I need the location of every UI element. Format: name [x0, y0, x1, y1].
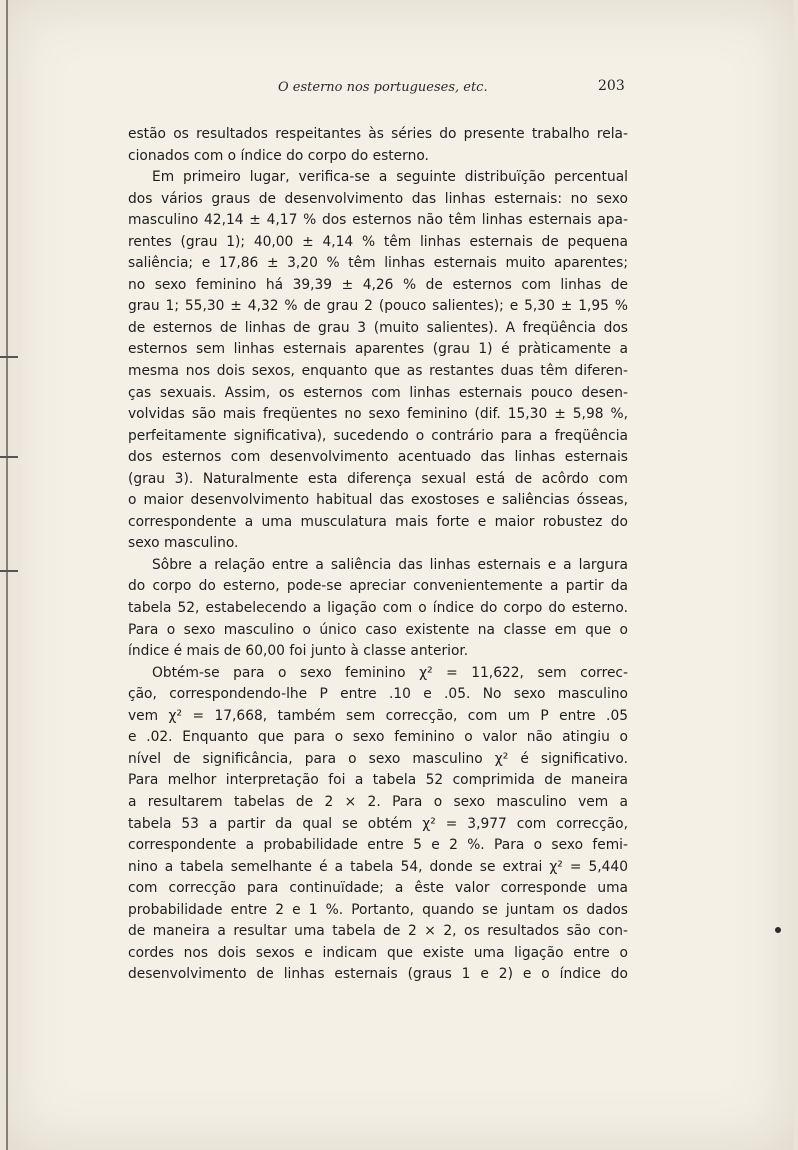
text-line: dos esternos com desenvolvimento acentuado das linhas esternais — [128, 449, 628, 466]
text-line: tabela 52, estabelecendo a ligação com o índice do corpo do esterno. — [128, 600, 628, 617]
text-line: com correcção para continuïdade; a êste valor corresponde uma — [128, 880, 628, 897]
text-line: volvidas são mais freqüentes no sexo feminino (dif. 15,30 ± 5,98 %, — [128, 406, 628, 423]
page-number: 203 — [598, 78, 625, 94]
page-header — [0, 78, 798, 102]
text-line: dos vários graus de desenvolvimento das linhas esternais: no sexo — [128, 190, 628, 207]
text-line: Para o sexo masculino o único caso existente na classe em que o — [128, 621, 628, 638]
running-title: O esterno nos portugueses, etc. — [278, 80, 488, 95]
text-line: (grau 3). Naturalmente esta diferença sexual está de acôrdo com — [128, 470, 628, 487]
text-line: Para melhor interpretação foi a tabela 52 comprimida de maneira — [128, 772, 628, 789]
text-line: probabilidade entre 2 e 1 %. Portanto, quando se juntam os dados — [128, 901, 628, 918]
text-line: índice é mais de 60,00 foi junto à classe anterior. — [128, 643, 469, 660]
text-line: cionados com o índice do corpo do esterno. — [128, 147, 429, 164]
text-line: perfeitamente significativa), sucedendo o contrário para a freqüência — [128, 427, 628, 444]
text-line: de esternos de linhas de grau 3 (muito salientes). A freqüência dos — [128, 319, 628, 336]
text-line: no sexo feminino há 39,39 ± 4,26 % de esternos com linhas de — [128, 276, 628, 293]
text-line: sexo masculino. — [128, 535, 239, 552]
text-line: correspondente a probabilidade entre 5 e 2 %. Para o sexo femi- — [128, 837, 628, 854]
text-line: o maior desenvolvimento habitual das exostoses e saliências ósseas, — [128, 492, 628, 509]
text-line: Sôbre a relação entre a saliência das linhas esternais e a largura — [152, 556, 628, 573]
margin-mark — [0, 356, 18, 358]
text-line: tabela 53 a partir da qual se obtém χ² = 3,977 com correcção, — [128, 815, 628, 832]
text-line: correspondente a uma musculatura mais forte e maior robustez do — [128, 513, 628, 530]
text-line: rentes (grau 1); 40,00 ± 4,14 % têm linhas esternais de pequena — [128, 233, 628, 250]
text-line: vem χ² = 17,668, também sem correcção, com um P entre .05 — [128, 707, 628, 724]
text-line: cordes nos dois sexos e indicam que existe uma ligação entre o — [128, 944, 628, 961]
text-line: ção, correspondendo-lhe P entre .10 e .05. No sexo masculino — [128, 686, 628, 703]
text-line: de maneira a resultar uma tabela de 2 × 2, os resultados são con- — [128, 923, 628, 940]
page-binding-edge — [6, 0, 8, 1150]
text-line: Obtém-se para o sexo feminino χ² = 11,622, sem correc- — [152, 664, 628, 681]
text-line: grau 1; 55,30 ± 4,32 % de grau 2 (pouco salientes); e 5,30 ± 1,95 % — [128, 298, 628, 315]
text-line: e .02. Enquanto que para o sexo feminino o valor não atingiu o — [128, 729, 628, 746]
text-line: desenvolvimento de linhas esternais (graus 1 e 2) e o índice do — [128, 966, 628, 983]
text-line: do corpo do esterno, pode-se apreciar convenientemente a partir da — [128, 578, 628, 595]
text-line: ças sexuais. Assim, os esternos com linhas esternais pouco desen- — [128, 384, 628, 401]
text-line: estão os resultados respeitantes às séries do presente trabalho rela- — [128, 126, 628, 142]
text-line: nino a tabela semelhante é a tabela 54, donde se extrai χ² = 5,440 — [128, 858, 628, 875]
text-line: saliência; e 17,86 ± 3,20 % têm linhas esternais muito aparentes; — [128, 255, 628, 272]
margin-mark — [0, 570, 18, 572]
page-speck-dot — [775, 927, 781, 933]
text-line: esternos sem linhas esternais aparentes (grau 1) é pràticamente a — [128, 341, 628, 358]
text-line: mesma nos dois sexos, enquanto que as restantes duas têm diferen- — [128, 363, 628, 380]
margin-mark — [0, 456, 18, 458]
text-line: masculino 42,14 ± 4,17 % dos esternos não têm linhas esternais apa- — [128, 212, 628, 229]
text-line: nível de significância, para o sexo masculino χ² é significativo. — [128, 750, 628, 767]
text-line: Em primeiro lugar, verifica-se a seguinte distribuïção percentual — [152, 169, 628, 186]
body-text — [128, 124, 628, 986]
text-line: a resultarem tabelas de 2 × 2. Para o sexo masculino vem a — [128, 793, 628, 810]
